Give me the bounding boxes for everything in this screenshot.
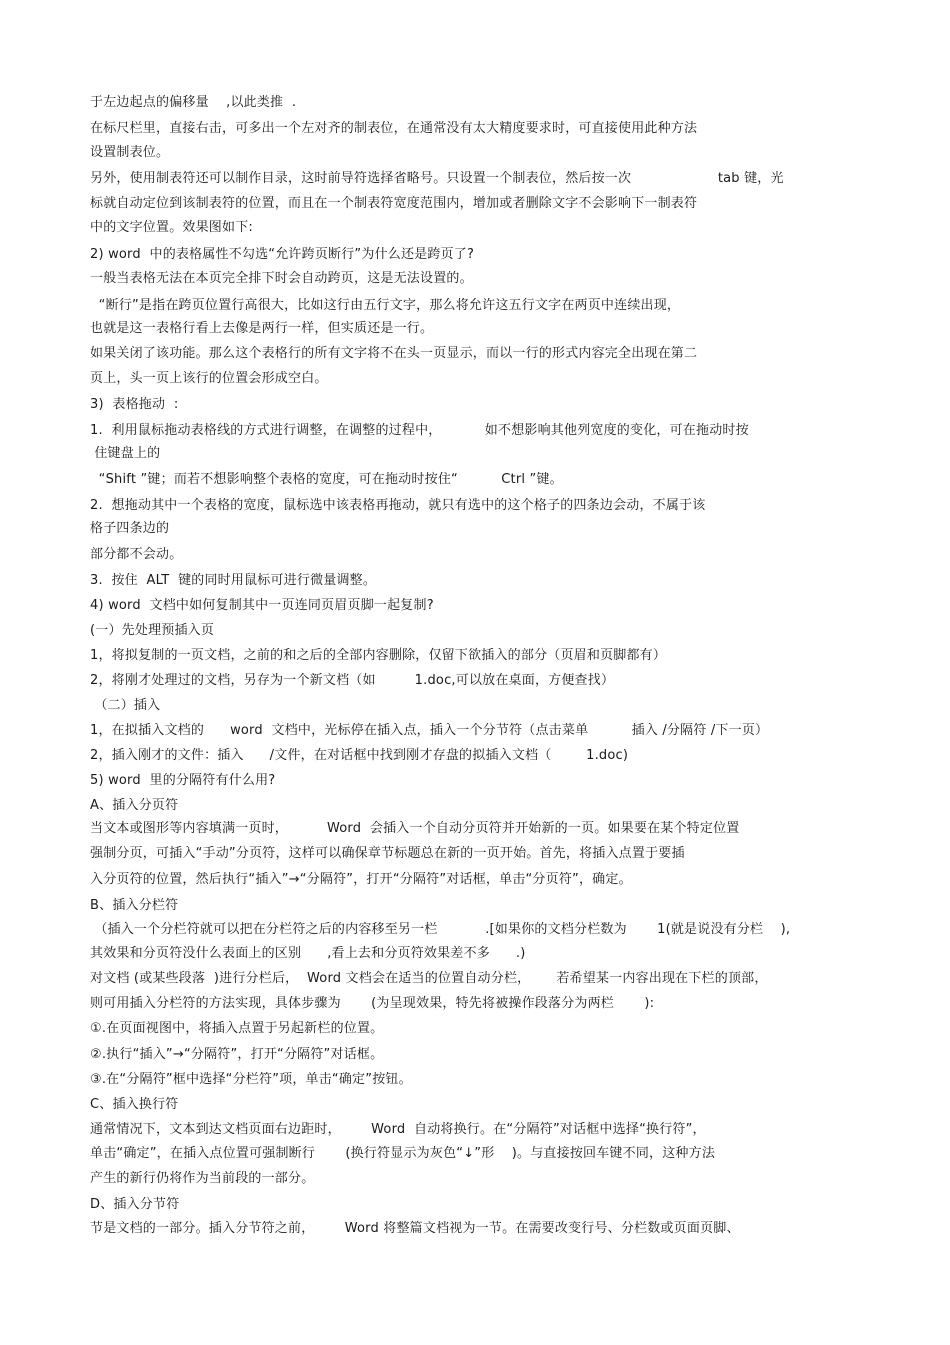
text-line: 2. 想拖动其中一个表格的宽度，鼠标选中该表格再拖动，就只有选中的这个格子的四条边会动，不属于该 [90,498,706,513]
text-line: 也就是这一表格行看上去像是两行一样，但实质还是一行。 [90,321,434,336]
text-line: 2，插入刚才的文件：插入 /文件，在对话框中找到刚才存盘的拟插入文档（ 1.doc) [90,748,629,763]
text-line: 设置制表位。 [90,145,170,160]
text-line: 住键盘上的 [90,446,161,461]
text-line: 2) word 中的表格属性不勾选“允许跨页断行”为什么还是跨页了? [90,247,475,262]
text-line: 单击“确定”，在插入点位置可强制断行 (换行符显示为灰色“↓”形 )。与直接按回车键不同，这种方法 [90,1146,716,1161]
text-line: C、插入换行符 [90,1097,179,1112]
text-line: 于左边起点的偏移量 ,以此类推 . [90,95,297,110]
text-line: 中的文字位置。效果图如下: [90,220,253,235]
text-line: ②.执行“插入”→“分隔符”，打开“分隔符”对话框。 [90,1047,384,1062]
text-line: 通常情况下，文本到达文档页面右边距时， Word 自动将换行。在“分隔符”对话框中选择“换行符”， [90,1122,706,1137]
text-line: 当文本或图形等内容填满一页时， Word 会插入一个自动分页符并开始新的一页。如果要在某个特定位置 [90,821,740,836]
text-line: 4) word 文档中如何复制其中一页连同页眉页脚一起复制? [90,598,434,613]
text-line: 在标尺栏里，直接右击，可多出一个左对齐的制表位，在通常没有太大精度要求时，可直接使用此种方法 [90,121,698,136]
text-line: (一）先处理预插入页 [90,623,215,638]
text-line: 如果关闭了该功能。那么这个表格行的所有文字将不在头一页显示，而以一行的形式内容完全出现在第二 [90,346,698,361]
text-line: 产生的新行仍将作为当前段的一部分。 [90,1171,315,1186]
text-line: 1，在拟插入文档的 word 文档中，光标停在插入点，插入一个分节符（点击菜单 插入 /分隔符 /下一页） [90,723,769,738]
text-line: 2，将刚才处理过的文档，另存为一个新文档（如 1.doc,可以放在桌面，方便查找） [90,673,615,688]
text-line: （插入一个分栏符就可以把在分栏符之后的内容移至另一栏 .[如果你的文档分栏数为 1(就是说没有分栏 ), [90,922,791,937]
text-line: 节是文档的一部分。插入分节符之前， Word 将整篇文档视为一节。在需要改变行号、分栏数或页面页脚、 [90,1221,740,1236]
text-line: ③.在“分隔符”框中选择“分栏符”项，单击“确定”按钮。 [90,1072,412,1087]
text-line: 强制分页，可插入“手动”分页符，这样可以确保章节标题总在新的一页开始。首先，将插入点置于要插 [90,846,685,861]
text-line: 其效果和分页符没什么表面上的区别 ,看上去和分页符效果差不多 .) [90,946,526,961]
text-line: 对文档 (或某些段落 )进行分栏后， Word 文档会在适当的位置自动分栏， 若希望某一内容出现在下栏的顶部， [90,971,768,986]
text-line: D、插入分节符 [90,1197,180,1212]
text-line: A、插入分页符 [90,798,179,813]
text-line: 5) word 里的分隔符有什么用? [90,773,276,788]
text-line: 标就自动定位到该制表符的位置，而且在一个制表符宽度范围内，增加或者删除文字不会影响下一制表符 [90,196,698,211]
text-line: 页上，头一页上该行的位置会形成空白。 [90,371,328,386]
text-line: 入分页符的位置，然后执行“插入”→“分隔符”，打开“分隔符”对话框，单击“分页符”，确定。 [90,872,632,887]
text-line: B、插入分栏符 [90,898,179,913]
text-line: 1. 利用鼠标拖动表格线的方式进行调整，在调整的过程中， 如不想影响其他列宽度的变化，可在拖动时按 [90,423,749,438]
text-line: （二）插入 [90,698,161,713]
text-line: 则可用插入分栏符的方法实现，具体步骤为 (为呈现效果，特先将被操作段落分为两栏 ): [90,996,655,1011]
text-line: 另外，使用制表符还可以制作目录，这时前导符选择省略号。只设置一个制表位，然后按一次 tab 键，光 [90,171,784,186]
text-line: “断行”是指在跨页位置行高很大，比如这行由五行文字，那么将允许这五行文字在两页中连续出现， [90,298,681,313]
text-line: 3. 按住 ALT 键的同时用鼠标可进行微量调整。 [90,573,377,588]
text-line: 部分都不会动。 [90,547,183,562]
text-line: 1，将拟复制的一页文档，之前的和之后的全部内容删除，仅留下欲插入的部分（页眉和页脚都有） [90,648,667,663]
text-line: 3) 表格拖动 : [90,397,179,412]
text-line: 格子四条边的 [90,521,170,536]
text-line: 一般当表格无法在本页完全排下时会自动跨页，这是无法设置的。 [90,271,473,286]
text-line: ①.在页面视图中，将插入点置于另起新栏的位置。 [90,1021,384,1036]
text-line: “Shift ”键；而若不想影响整个表格的宽度，可在拖动时按住“ Ctrl ”键。 [90,472,563,487]
